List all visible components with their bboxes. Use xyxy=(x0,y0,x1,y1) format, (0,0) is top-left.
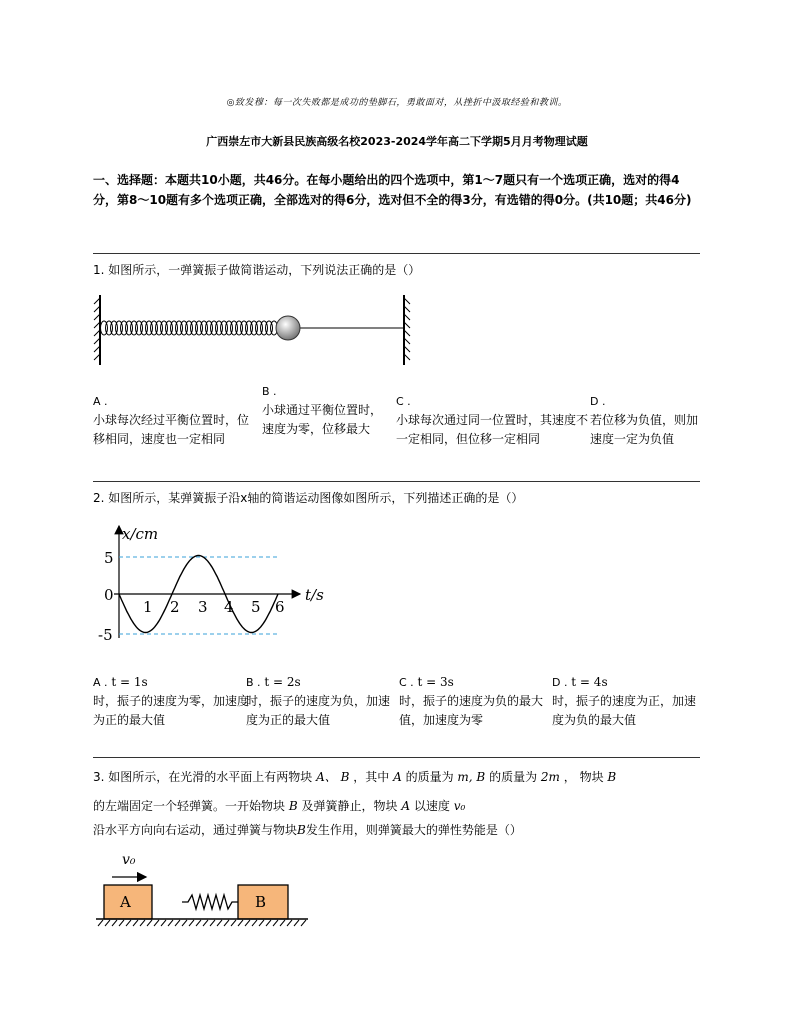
x-tick-label: 5 xyxy=(251,598,261,616)
math-var: B xyxy=(607,770,617,784)
question-3-line-1 xyxy=(93,768,703,786)
q1-option-a[interactable] xyxy=(93,392,259,449)
y-tick-label: 5 xyxy=(104,549,114,567)
option-math: t = 3s xyxy=(417,675,454,689)
option-label: B . xyxy=(246,676,261,689)
option-label: D . xyxy=(590,395,606,408)
block-b-label: B xyxy=(255,893,267,911)
y-tick-label: 0 xyxy=(104,586,114,604)
option-label: B . xyxy=(262,385,277,398)
divider-rule xyxy=(93,757,700,758)
q2-option-a[interactable] xyxy=(93,673,253,730)
y-tick-label: -5 xyxy=(98,626,113,644)
stem-text: 沿水平方向向右运动，通过弹簧与物块 xyxy=(93,823,298,837)
math-var: v₀ xyxy=(453,799,466,813)
option-math: t = 2s xyxy=(264,675,301,689)
question-3-line-2 xyxy=(93,797,465,815)
option-math: t = 4s xyxy=(571,675,608,689)
option-text: 时，振子的速度为正，加速度为负的最大值 xyxy=(552,694,697,727)
blocks-spring-figure xyxy=(96,848,316,928)
spring xyxy=(182,895,238,909)
stem-text: 的质量为 xyxy=(489,770,538,784)
option-text: 若位移为负值，则加速度一定为负值 xyxy=(590,413,699,446)
option-label: A . xyxy=(93,395,108,408)
option-label: D . xyxy=(552,676,568,689)
exam-title: 广西崇左市大新县民族高级名校2023-2024学年高二下学期5月月考物理试题 xyxy=(206,135,588,148)
option-label: C . xyxy=(399,676,414,689)
option-text: 时，振子的速度为负的最大值，加速度为零 xyxy=(399,694,544,727)
q1-option-c[interactable] xyxy=(396,392,588,449)
ball xyxy=(276,316,300,340)
stem-text: 以速度 xyxy=(413,799,450,813)
y-axis-label: x/cm xyxy=(122,525,159,543)
x-tick-label: 6 xyxy=(275,598,285,616)
stem-text: 的质量为 xyxy=(405,770,454,784)
x-tick-label: 4 xyxy=(224,598,234,616)
stem-text: 的左端固定一个轻弹簧。一开始物块 xyxy=(93,799,286,813)
x-axis-label: t/s xyxy=(305,586,324,604)
stem-text: 及弹簧静止，物块 xyxy=(301,799,398,813)
question-1-stem: 1. 如图所示，一弹簧振子做简谐运动，下列说法正确的是（） xyxy=(93,263,421,277)
x-tick-label: 1 xyxy=(143,598,153,616)
math-var: B xyxy=(297,823,306,837)
shm-graph xyxy=(100,520,340,650)
q2-option-d[interactable] xyxy=(552,673,704,730)
q1-option-b[interactable] xyxy=(262,382,392,439)
option-label: C . xyxy=(396,395,411,408)
option-text: 小球通过平衡位置时，速度为零，位移最大 xyxy=(262,403,383,436)
option-text: 时，振子的速度为零，加速度为正的最大值 xyxy=(93,694,250,727)
q2-option-c[interactable] xyxy=(399,673,549,730)
question-3-line-3 xyxy=(93,821,522,839)
divider-rule xyxy=(93,481,700,482)
math-var: B xyxy=(288,799,298,813)
option-math: t = 1s xyxy=(111,675,148,689)
spring-oscillator-figure xyxy=(94,290,419,370)
q2-option-b[interactable] xyxy=(246,673,396,730)
x-tick-label: 3 xyxy=(198,598,208,616)
math-var: A、 B xyxy=(316,770,350,784)
stem-text: 3. 如图所示，在光滑的水平面上有两物块 xyxy=(93,770,313,784)
option-label: A . xyxy=(93,676,108,689)
question-2-stem: 2. 如图所示，某弹簧振子沿x轴的简谐运动图像如图所示，下列描述正确的是（） xyxy=(93,491,524,505)
section-instructions: 一、选择题：本题共10小题，共46分。在每小题给出的四个选项中，第1～7题只有一个选项正确，选对的得4分，第8～10题有多个选项正确，全部选对的得6分，选对但不全的得3分，有选错的得0分。(共10题；共46分) xyxy=(93,173,692,207)
stem-text: ，其中 xyxy=(353,770,390,784)
option-text: 时，振子的速度为负，加速度为正的最大值 xyxy=(246,694,391,727)
stem-text: ， 物块 xyxy=(563,770,604,784)
option-text: 小球每次通过同一位置时，其速度不一定相同，但位移一定相同 xyxy=(396,413,589,446)
option-text: 小球每次经过平衡位置时，位移相同，速度也一定相同 xyxy=(93,413,250,446)
math-var: 2m xyxy=(540,770,560,784)
divider-rule xyxy=(93,253,700,254)
math-var: A xyxy=(393,770,402,784)
math-var: m, B xyxy=(457,770,486,784)
q1-option-d[interactable] xyxy=(590,392,704,449)
motto-line: ◎致发穆：每一次失败都是成功的垫脚石，勇敢面对，从挫折中汲取经验和教训。 xyxy=(226,98,568,108)
velocity-label: v₀ xyxy=(122,852,136,868)
stem-text: 发生作用，则弹簧最大的弹性势能是（） xyxy=(305,823,522,837)
block-a-label: A xyxy=(120,893,131,911)
math-var: A xyxy=(401,799,411,813)
x-tick-label: 2 xyxy=(170,598,180,616)
